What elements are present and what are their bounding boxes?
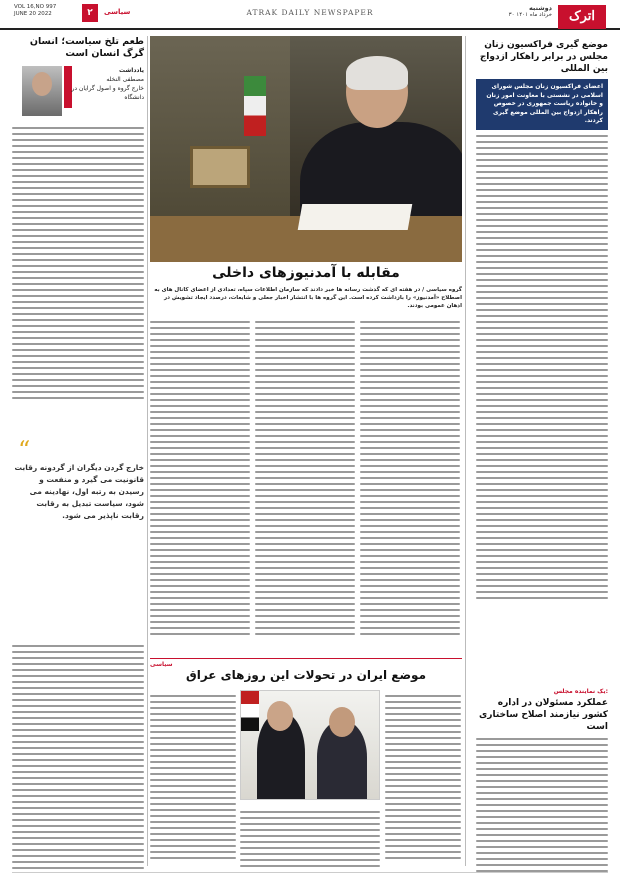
column-divider bbox=[465, 36, 466, 866]
right-column bbox=[476, 36, 608, 603]
right-article-2-kicker: یک نماینده مجلس: bbox=[553, 688, 608, 695]
author-info bbox=[70, 66, 144, 102]
left-article-title[interactable]: طعم تلخ سیاست؛ انسان گرگ انسان است bbox=[29, 36, 144, 59]
left-column bbox=[12, 36, 144, 403]
page-header bbox=[0, 0, 620, 30]
iraq-article-body-col3 bbox=[240, 811, 380, 871]
issue-day: دوشنبه bbox=[528, 4, 552, 12]
iraq-article-title[interactable]: موضع ایران در تحولات این روزهای عراق bbox=[185, 668, 426, 682]
iraq-article-body-col1 bbox=[385, 695, 461, 863]
iraq-article-photo bbox=[240, 690, 380, 800]
author-role: خارج گروه و اصول گرایان در دانشگاه bbox=[71, 85, 144, 101]
flag-image bbox=[244, 76, 266, 136]
author-box bbox=[12, 64, 144, 122]
right-article-2-body bbox=[476, 738, 608, 872]
left-article-body bbox=[12, 127, 144, 399]
right-article-title[interactable]: موضع گیری فراکسیون زنان مجلس در برابر راهکار ازدواج بین المللی bbox=[479, 40, 608, 74]
iraq-flag-image bbox=[241, 691, 259, 731]
section-name: سیاسی bbox=[104, 8, 131, 16]
volume-number: VOL 16,NO 997 bbox=[14, 4, 57, 10]
issue-date bbox=[482, 5, 552, 19]
author-label: یادداشت bbox=[119, 67, 144, 74]
right-article-lead: اعضای فراکسیون زنان مجلس شورای اسلامی در نشستی با معاونت امور زنان و خانواده ریاست جمهوری در خصوص راهکار ازدواج بین المللی موضع گیری کردند. bbox=[476, 79, 608, 130]
main-article-lead: گروه سیاسی / در هفته ای که گذشت رسانه ها خبر دادند که سازمان اطلاعات سپاه، تعدادی از اعضای کانال های به اصطلاح «آمدنیوز» را بازداشت کرده است. این گروه ها با انتشار اخبار جعلی و شایعات، درصدد ایجاد تشویش در اذهان عمومی بودند. bbox=[154, 287, 462, 309]
right-column-lower bbox=[476, 688, 608, 876]
masthead: ATRAK DAILY NEWSPAPER bbox=[246, 8, 374, 17]
right-article-2-title[interactable]: عملکرد مسئولان در اداره کشور نیازمند اصلاح ساختاری است bbox=[479, 698, 608, 732]
column-divider bbox=[147, 36, 148, 866]
volume-info bbox=[14, 4, 56, 18]
iraq-article-body-col2 bbox=[150, 695, 236, 863]
main-article-body-col2 bbox=[255, 321, 355, 639]
main-article-body-col3 bbox=[150, 321, 250, 639]
right-article-body bbox=[476, 135, 608, 599]
main-article-title[interactable]: مقابله با آمدنیوزهای داخلی bbox=[150, 262, 462, 284]
page-number: ۲ bbox=[82, 4, 98, 22]
author-name: مصطفی النخله bbox=[106, 76, 144, 83]
main-article-body-col1 bbox=[360, 321, 460, 639]
wall-portrait bbox=[190, 146, 250, 188]
iraq-section-label: سیاسی bbox=[150, 661, 173, 668]
footer-rule bbox=[12, 872, 608, 873]
iraq-section-bar bbox=[150, 658, 462, 668]
quote-icon: “ bbox=[18, 436, 31, 464]
issue-date-en: JUNE 20 2022 bbox=[14, 11, 52, 17]
issue-date-fa: ۳۰ خرداد ماه ۱۴۰۱ bbox=[508, 12, 552, 18]
left-article-body-lower bbox=[12, 645, 144, 873]
main-article-photo bbox=[150, 36, 462, 268]
pull-quote: خارج گردن دیگران از گردونه رقابت قانونیت می گیرد و منفعت و رسیدن به رتبه اول، نهادینه می شود، سیاست تبدیل به رقابت رقابت ناپذیر می شود. bbox=[14, 463, 144, 520]
newspaper-logo: اترک bbox=[558, 5, 606, 29]
